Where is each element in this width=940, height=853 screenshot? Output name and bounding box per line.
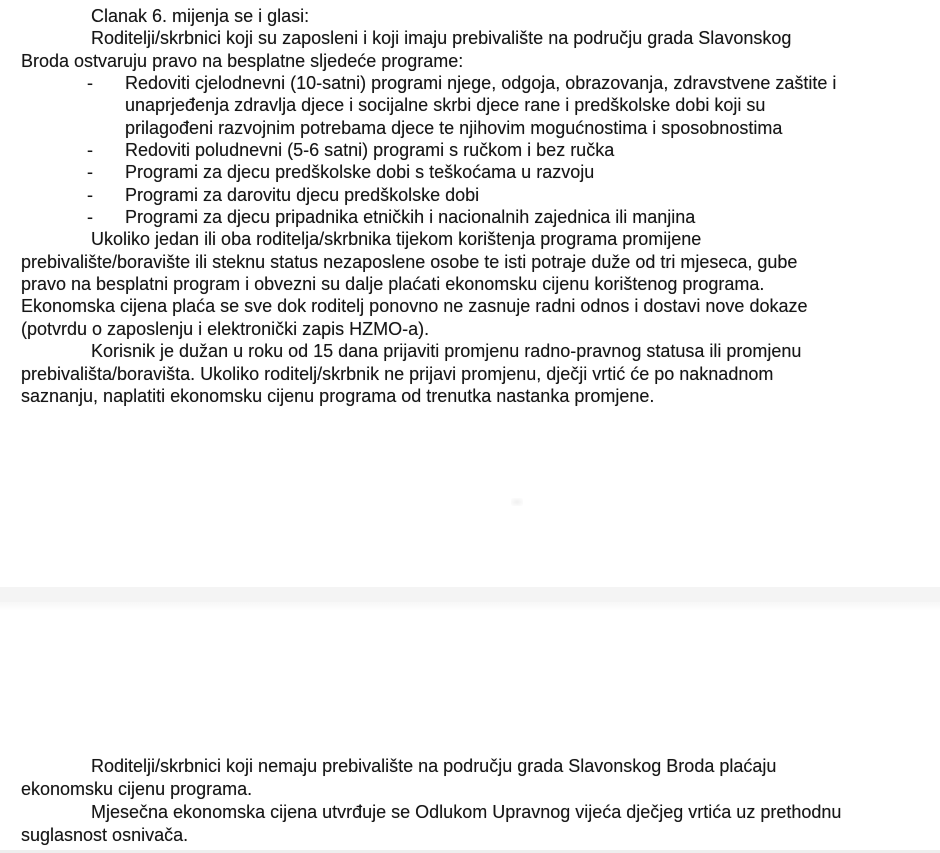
text-line: Ukoliko jedan ili oba roditelja/skrbnika tijekom korištenja programa promijene: [91, 229, 702, 250]
scan-band-fade: [0, 602, 940, 611]
text-line: Mjesečna ekonomska cijena utvrđuje se Odlukom Upravnog vijeća dječjeg vrtića uz prethodnu: [91, 801, 842, 822]
bullet-text: Programi za djecu pripadnika etničkih i nacionalnih zajednica ili manjina: [125, 207, 696, 228]
bullet-line: [21, 72, 836, 94]
text-line: suglasnost osnivača.: [21, 824, 189, 845]
text-line: Roditelji/skrbnici koji nemaju prebivalište na području grada Slavonskog Broda plaćaju: [91, 756, 777, 776]
bullet-text: Programi za darovitu djecu predškolske dobi: [125, 184, 480, 205]
text-line: prebivalište/boravište ili steknu status nezaposlene osobe te isti potraje duže od tri mjeseca, gube: [21, 251, 798, 272]
text-line: ekonomsku cijenu programa.: [21, 778, 253, 799]
bullet-text: Programi za djecu predškolske dobi s teškoćama u razvoju: [125, 162, 595, 183]
text-line: Broda ostvaruju pravo na besplatne sljedeće programe:: [21, 50, 464, 71]
scan-noise-smudge: [511, 498, 523, 506]
text-line: unaprjeđenja zdravlja djece i socijalne skrbi djece rane i predškolske dobi koji su: [125, 95, 766, 116]
bullet-line: [21, 184, 836, 206]
text-line: pravo na besplatni program i obvezni su dalje plaćati ekonomsku cijenu korištenog programa.: [21, 274, 765, 295]
bullet-text: Redoviti cjelodnevni (10-satni) programi njege, odgoja, obrazovanja, zdravstvene zaštite i: [125, 73, 837, 94]
bullet-line: [21, 206, 836, 228]
bullet-dash: -: [87, 140, 93, 161]
bullet-dash: -: [87, 73, 93, 94]
bullet-dash: -: [87, 162, 93, 183]
text-line: prilagođeni razvojnim potrebama djece te njihovim mogućnostima i sposobnostima: [125, 117, 783, 138]
text-line: Ekonomska cijena plaća se sve dok roditelj ponovno ne zasnuje radni odnos i dostavi nove dokaze: [21, 296, 808, 317]
bullet-line: [21, 139, 836, 161]
text-line: (potvrdu o zaposlenju i elektronički zapis HZMO-a).: [21, 318, 430, 339]
bullet-dash: -: [87, 184, 93, 205]
main-text-block: [21, 5, 836, 407]
scan-separator-band: [0, 587, 940, 602]
bottom-text-block: [21, 755, 841, 847]
bullet-line: [21, 161, 836, 183]
text-line: saznanju, naplatiti ekonomsku cijenu programa od trenutka nastanka promjene.: [21, 385, 655, 406]
text-line: prebivališta/boravišta. Ukoliko roditelj/skrbnik ne prijavi promjenu, dječji vrtić će po naknadnom: [21, 363, 774, 384]
text-line: Roditelji/skrbnici koji su zaposleni i koji imaju prebivalište na području grada Slavonskog: [91, 28, 792, 49]
bullet-dash: -: [87, 207, 93, 228]
text-line: Korisnik je dužan u roku od 15 dana prijaviti promjenu radno-pravnog statusa ili promjenu: [91, 341, 802, 362]
bullet-text: Redoviti poludnevni (5-6 satni) programi s ručkom i bez ručka: [125, 140, 615, 161]
text-line: Clanak 6. mijenja se i glasi:: [91, 6, 310, 26]
